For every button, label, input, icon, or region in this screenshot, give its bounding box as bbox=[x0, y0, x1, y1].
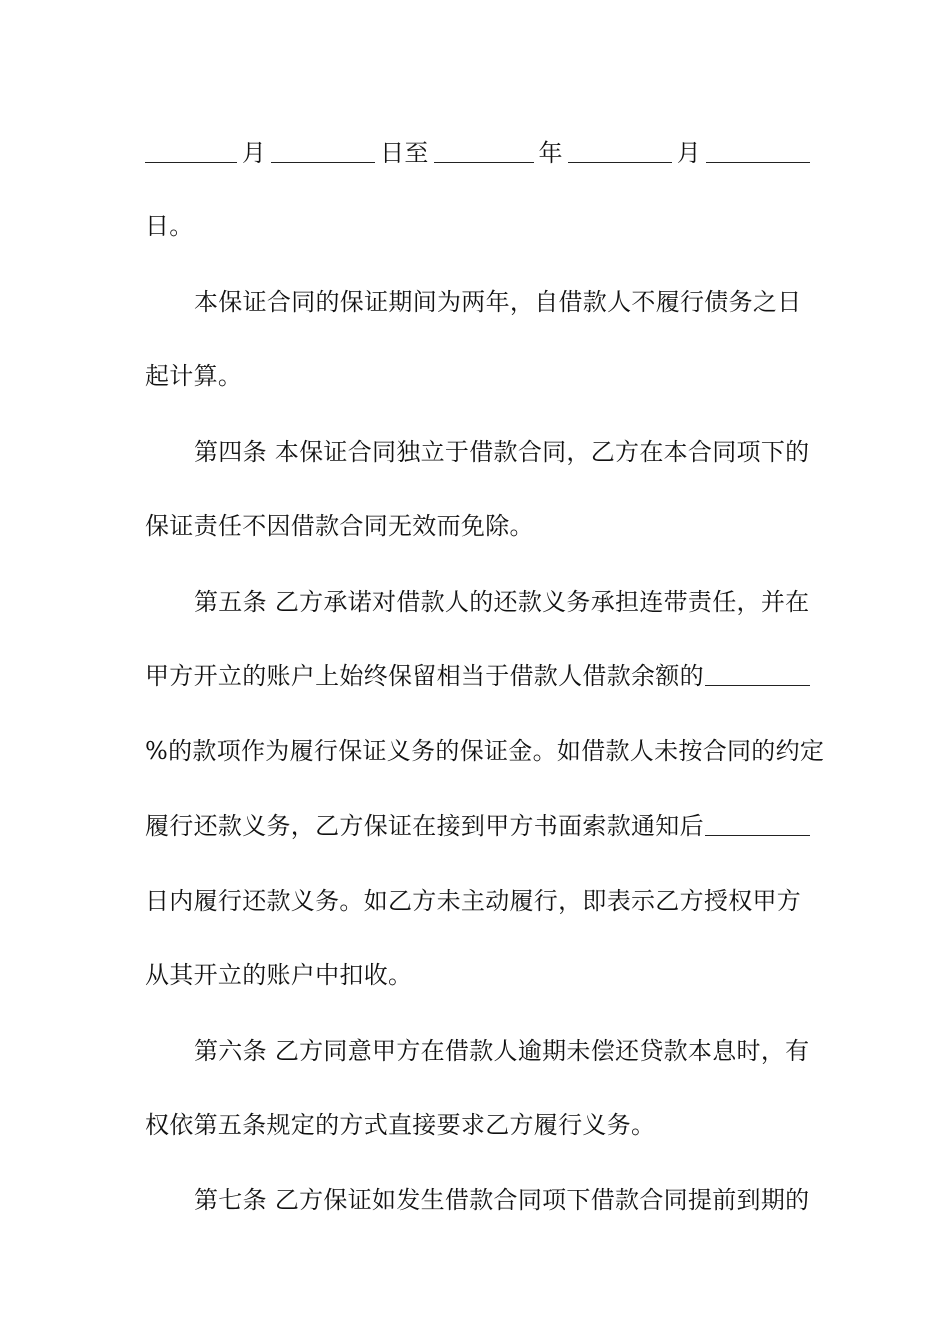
article-7-line: 第七条 乙方保证如发生借款合同项下借款合同提前到期的 bbox=[194, 1186, 810, 1214]
text-segment: 履行还款义务，乙方保证在接到甲方书面索款通知后 bbox=[145, 812, 704, 840]
blank-field bbox=[434, 138, 534, 163]
text-line: 日。 bbox=[145, 212, 194, 240]
blank-field bbox=[271, 138, 375, 163]
text-line: 起计算。 bbox=[145, 362, 243, 390]
article-5-line: 第五条 乙方承诺对借款人的还款义务承担连带责任，并在 bbox=[194, 588, 810, 616]
blank-field bbox=[706, 138, 810, 163]
month-label: 月 bbox=[241, 139, 267, 167]
text-line: 权依第五条规定的方式直接要求乙方履行义务。 bbox=[145, 1111, 656, 1139]
text-line: 日内履行还款义务。如乙方未主动履行，即表示乙方授权甲方 bbox=[145, 887, 802, 915]
text-segment: 甲方开立的账户上始终保留相当于借款人借款余额的 bbox=[145, 662, 704, 690]
month-label: 月 bbox=[676, 139, 701, 167]
text-line: 保证责任不因借款合同无效而免除。 bbox=[145, 512, 534, 540]
blank-field bbox=[568, 138, 672, 163]
year-label: 年 bbox=[538, 139, 563, 167]
date-range-line bbox=[145, 138, 810, 168]
blank-field bbox=[145, 138, 237, 163]
blank-field bbox=[705, 811, 810, 836]
paragraph-line: 本保证合同的保证期间为两年，自借款人不履行债务之日 bbox=[194, 288, 802, 316]
text-line: %的款项作为履行保证义务的保证金。如借款人未按合同的约定 bbox=[145, 737, 825, 765]
text-line-with-blank bbox=[145, 811, 810, 841]
text-line: 从其开立的账户中扣收。 bbox=[145, 961, 413, 989]
blank-field bbox=[705, 661, 810, 686]
article-6-line: 第六条 乙方同意甲方在借款人逾期未偿还贷款本息时，有 bbox=[194, 1037, 810, 1065]
day-to-label: 日至 bbox=[380, 139, 429, 167]
text-line-with-blank bbox=[145, 661, 810, 691]
article-4-line: 第四条 本保证合同独立于借款合同，乙方在本合同项下的 bbox=[194, 438, 810, 466]
